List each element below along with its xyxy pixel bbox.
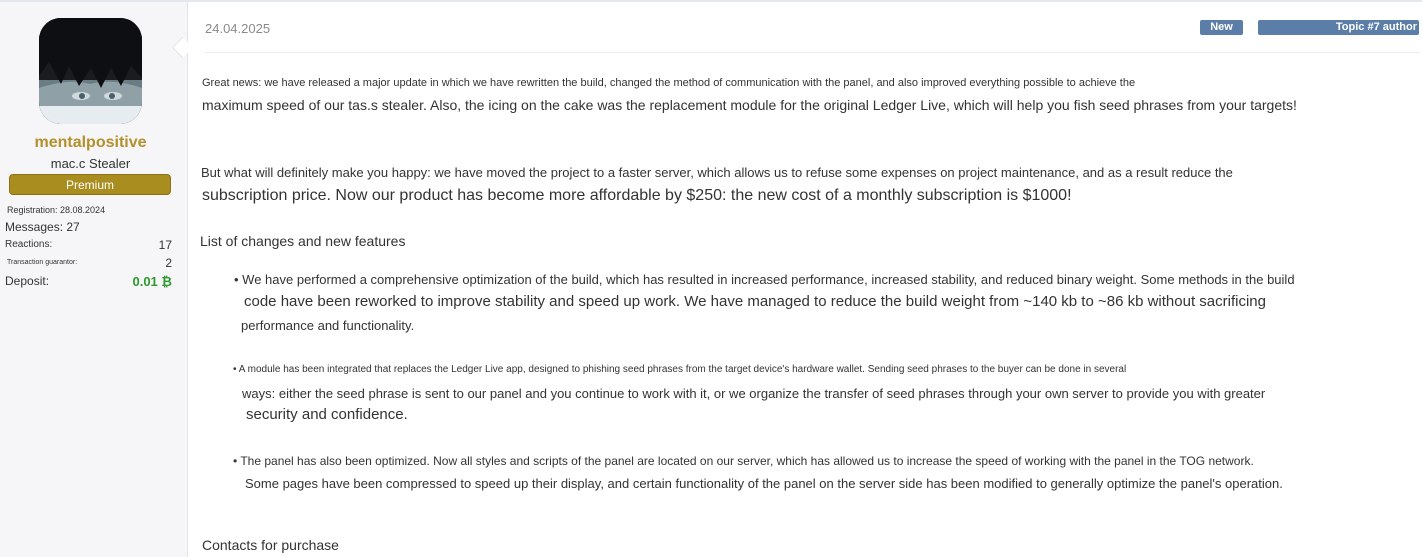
change-item-3-line-1: • The panel has also been optimized. Now all styles and scripts of the panel are located on our server, which has allowed us to increase the speed of working with the panel in the TOG network. — [233, 454, 1254, 468]
change-item-1-line-2: code have been reworked to improve stability and speed up work. We have managed to reduce the build weight from ~140 kb to ~86 kb without sacrificing — [244, 293, 1266, 310]
user-sidebar — [0, 2, 188, 557]
change-item-2-text: A module has been integrated that replaces the Ledger Live app, designed to phishing seed phrases from the target device's hardware wallet. Sending seed phrases to the buyer can be done in several — [238, 364, 1127, 375]
deposit-value: 0.01 ₿ — [132, 274, 172, 289]
reactions-value: 17 — [158, 238, 172, 252]
intro-line-2: maximum speed of our tas.s stealer. Also, the icing on the cake was the replacement module for the original Ledger Live, which will help you fish seed phrases from your targets! — [202, 97, 1297, 113]
topic-author-badge: Topic #7 author — [1258, 20, 1419, 35]
user-title: mac.c Stealer — [50, 156, 131, 171]
change-item-3-text: The panel has also been optimized. Now all styles and scripts of the panel are located on our server, which has allowed us to increase the speed of working with the panel in the TOG network. — [240, 454, 1254, 468]
reactions-label: Reactions: — [5, 239, 53, 250]
change-item-1-line-1: • We have performed a comprehensive optimization of the build, which has resulted in increased performance, increased stability, and reduced binary weight. Some methods in the build — [234, 272, 1295, 287]
change-item-2-line-1: • A module has been integrated that replaces the Ledger Live app, designed to phishing seed phrases from the target device's hardware wallet. Sending seed phrases to the buyer can be done in several — [233, 364, 1127, 375]
change-item-2-line-3: security and confidence. — [246, 406, 408, 423]
top-border — [0, 0, 1422, 2]
change-item-1-text: We have performed a comprehensive optimization of the build, which has resulted in increased performance, increased stability, and reduced binary weight. Some methods in the build — [242, 272, 1295, 287]
price-line-2: subscription price. Now our product has become more affordable by $250: the new cost of a monthly subscription is $1000! — [202, 187, 1072, 204]
price-line-1: But what will definitely make you happy: we have moved the project to a faster server, which allows us to refuse some expenses on project maintenance, and as a result reduce the — [201, 165, 1233, 180]
avatar-image — [39, 18, 142, 124]
registration-label: Registration: 28.08.2024 — [7, 205, 106, 215]
change-item-3-line-2: Some pages have been compressed to speed up their display, and certain functionality of the panel on the server side has been modified to generally optimize the panel's operation. — [245, 476, 1283, 491]
guarantor-value: 2 — [165, 256, 172, 270]
deposit-label: Deposit: — [5, 274, 50, 288]
username[interactable]: mentalpositive — [34, 134, 147, 151]
rank-badge: Premium — [9, 174, 171, 195]
intro-line-1: Great news: we have released a major update in which we have rewritten the build, changed the method of communication with the panel, and also improved everything possible to achieve the — [202, 77, 1136, 89]
contacts-heading: Contacts for purchase — [202, 537, 339, 553]
header-divider — [205, 52, 1420, 53]
changes-heading: List of changes and new features — [200, 233, 406, 249]
guarantor-label: Transaction guarantor: — [7, 259, 78, 266]
messages-label: Messages: 27 — [5, 220, 80, 234]
avatar[interactable] — [39, 18, 142, 124]
new-badge: New — [1200, 20, 1243, 35]
change-item-2-line-2: ways: either the seed phrase is sent to our panel and you continue to work with it, or we organize the transfer of seed phrases through your own server to provide you with greater — [242, 386, 1266, 401]
change-item-1-line-3: performance and functionality. — [241, 318, 415, 333]
post-date[interactable]: 24.04.2025 — [205, 21, 271, 36]
